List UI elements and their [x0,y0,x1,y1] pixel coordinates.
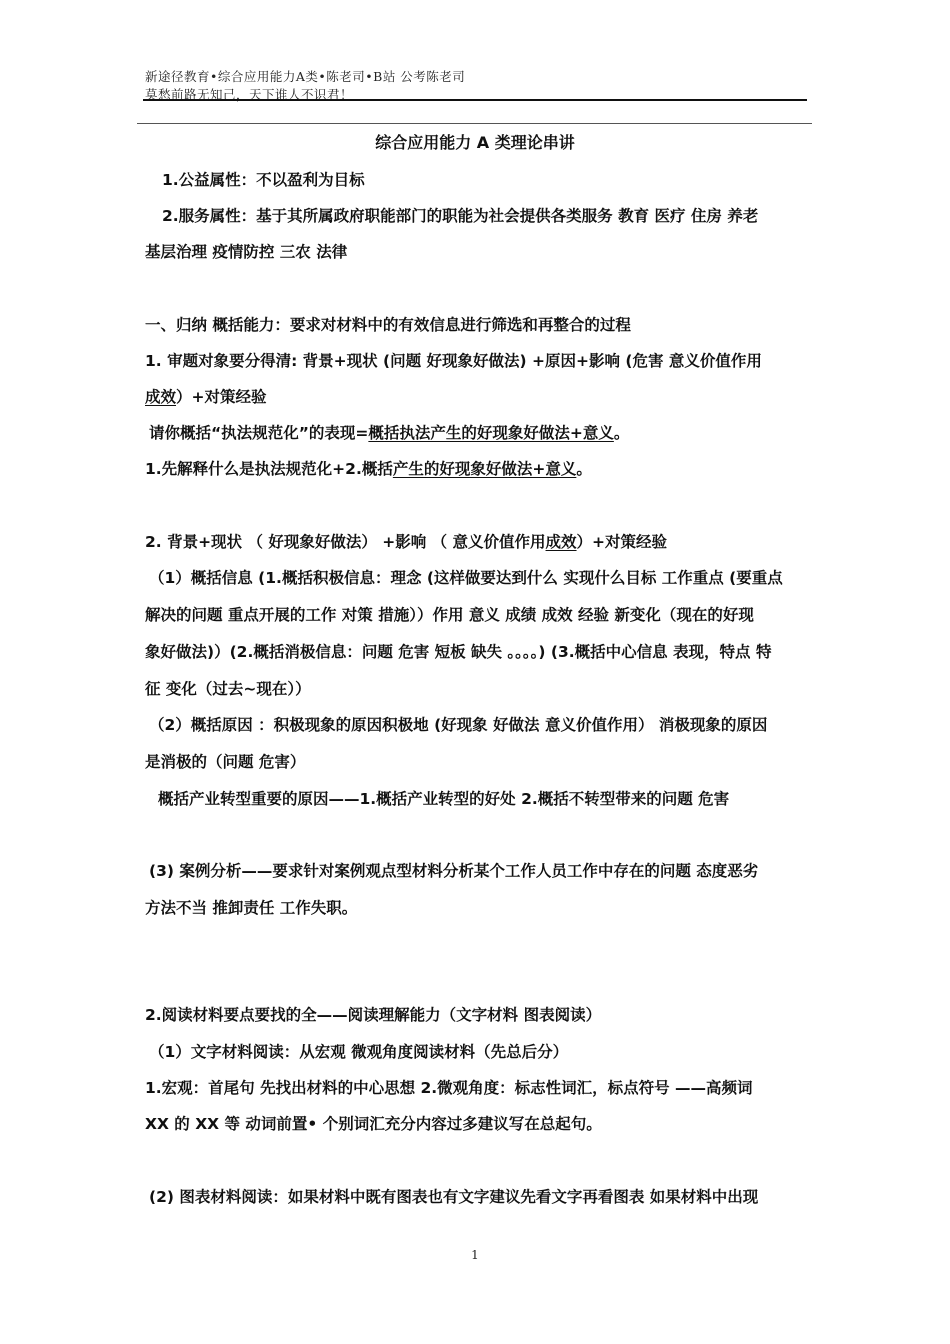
paragraph: 1.宏观：首尾句 先找出材料的中心思想 2.微观角度：标志性词汇，标点符号 ——高频词 [145,1079,753,1097]
underlined-text: 产生的好现象好做法+意义 [392,460,577,478]
header-line-1: 新途径教育•综合应用能力A类•陈老司•B站 公考陈老司 [145,69,466,84]
paragraph: （1）概括信息 (1.概括积极信息：理念 (这样做要达到什么 实现什么目标 工作重点 (要重点 [149,569,783,587]
text-run: ）+对策经验 [176,388,267,406]
paragraph: 基层治理 疫情防控 三农 法律 [145,243,348,261]
paragraph [145,532,667,552]
underlined-text: 成效 [145,388,177,406]
paragraph [145,387,267,407]
text-run: ）+对策经验 [576,533,668,551]
paragraph: 象好做法)）(2.概括消极信息：问题 危害 短板 缺失 。。。。) (3.概括中心信息 表现，特点 特 [145,643,772,661]
paragraph: 解决的问题 重点开展的工作 对策 措施））作用 意义 成绩 成效 经验 新变化（现在的好现 [145,606,754,624]
header-divider [143,99,807,101]
page-title: 综合应用能力 A 类理论串讲 [375,133,575,152]
paragraph: 概括产业转型重要的原因——1.概括产业转型的好处 2.概括不转型带来的问题 危害 [158,790,730,808]
example-line [145,459,592,479]
paragraph: 1. 审题对象要分得清: 背景+现状 (问题 好现象好做法) +原因+影响 (危害 意义价值作用 [145,352,762,370]
paragraph: 是消极的（问题 危害） [145,753,306,771]
paragraph: XX 的 XX 等 动词前置• 个别词汇充分内容过多建议写在总起句。 [145,1115,602,1133]
page-number: 1 [471,1248,479,1262]
example-line [149,423,629,443]
text-run: 请你概括“执法规范化”的表现= [149,424,369,442]
text-run: 。 [613,424,630,442]
section-heading: 一、归纳 概括能力：要求对材料中的有效信息进行筛选和再整合的过程 [145,316,631,334]
paragraph: (3) 案例分析——要求针对案例观点型材料分析某个工作人员工作中存在的问题 态度恶劣 [149,862,759,880]
paragraph: 方法不当 推卸责任 工作失职。 [145,899,358,917]
paragraph: 征 变化（过去~现在）） [145,680,311,698]
paragraph: （2）概括原因 ：积极现象的原因积极地 (好现象 好做法 意义价值作用） 消极现象的原因 [149,716,768,734]
underlined-text: 概括执法产生的好现象好做法+意义 [368,424,614,442]
paragraph: 1.公益属性：不以盈利为目标 [162,171,365,189]
text-run: 2. 背景+现状 （ 好现象好做法） +影响 （ 意义价值作用 [145,533,546,551]
section-heading: 2.阅读材料要点要找的全——阅读理解能力（文字材料 图表阅读） [145,1006,602,1024]
header-line-2: 莫愁前路无知己，天下谁人不识君！ [145,87,354,102]
underlined-text: 成效 [545,533,577,551]
text-run: 1.先解释什么是执法规范化+2.概括 [145,460,393,478]
title-divider [137,123,812,124]
text-run: 。 [576,460,592,478]
paragraph: (2) 图表材料阅读：如果材料中既有图表也有文字建议先看文字再看图表 如果材料中出现 [149,1188,759,1206]
paragraph: 2.服务属性：基于其所属政府职能部门的职能为社会提供各类服务 教育 医疗 住房 养老 [162,207,759,225]
paragraph: （1）文字材料阅读：从宏观 微观角度阅读材料（先总后分） [149,1043,569,1061]
